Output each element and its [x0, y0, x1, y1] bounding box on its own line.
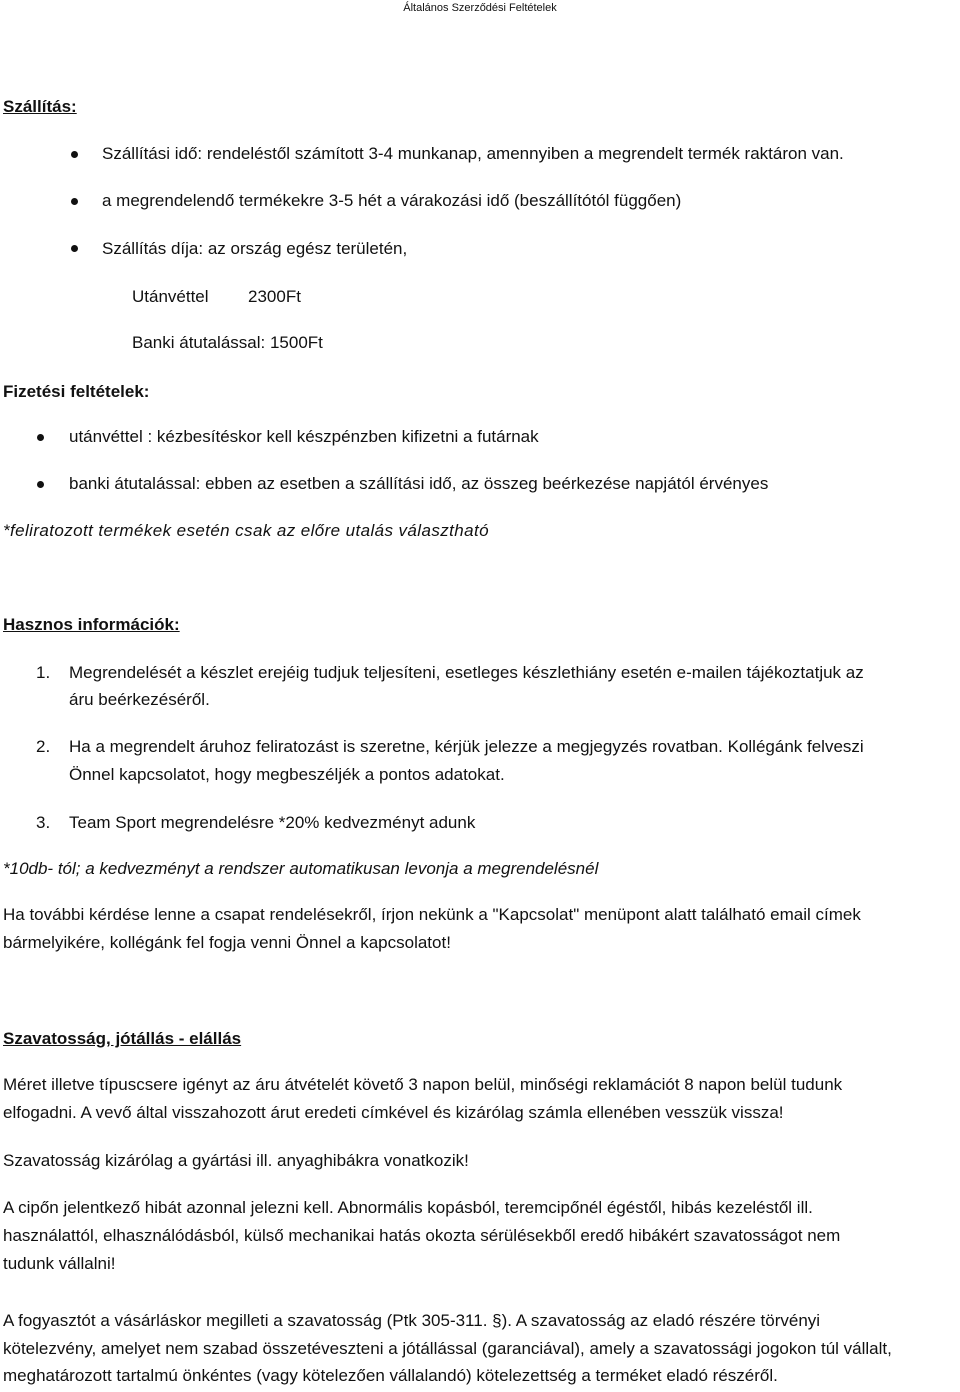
bullet-icon	[71, 198, 78, 205]
info-item-1-line2: áru beérkezéséről.	[69, 690, 210, 709]
warranty-p4-line2: kötelezvény, amelyet nem szabad összetéveszteni a jótállással (garanciával), amely a szavatossági jogokon túl vállalt,	[3, 1339, 892, 1358]
info-item-2-line1: Ha a megrendelt áruhoz feliratozást is szeretne, kérjük jelezze a megjegyzés rovatban. Kollégánk felveszi	[69, 737, 864, 756]
warranty-p3-line3: tudunk vállalni!	[3, 1254, 116, 1273]
warranty-p4-line1: A fogyasztót a vásárláskor megilleti a szavatosság (Ptk 305-311. §). A szavatosság az eladó részére törvényi	[3, 1311, 821, 1330]
warranty-p2: Szavatosság kizárólag a gyártási ill. anyaghibákra vonatkozik!	[3, 1151, 469, 1170]
cod-price: 2300Ft	[248, 287, 301, 306]
warranty-p4-line3: meghatározott tartalmú önkéntes (vagy kötelezően vállalandó) kötelezettség a terméket eladó részéről.	[3, 1366, 778, 1385]
shipping-bullet-3: Szállítás díja: az ország egész területén,	[102, 239, 408, 258]
contact-paragraph-line1: Ha további kérdése lenne a csapat rendelésekről, írjon nekünk a "Kapcsolat" menüpont alatt található email címek	[3, 905, 861, 924]
warranty-p3-line2: használattól, elhasználódásból, külső mechanikai hatás okozta sérülésekből eredő hibákért szavatosságot nem	[3, 1226, 841, 1245]
info-item-number: 1.	[36, 663, 51, 682]
info-item-number: 2.	[36, 737, 51, 756]
shipping-heading: Szállítás:	[3, 97, 77, 116]
bullet-icon	[37, 434, 44, 441]
page-title: Általános Szerződési Feltételek	[403, 2, 557, 14]
payment-heading: Fizetési feltételek:	[3, 382, 150, 401]
discount-note: *10db- tól; a kedvezményt a rendszer automatikusan levonja a megrendelésnél	[3, 859, 599, 878]
warranty-heading: Szavatosság, jótállás - elállás	[3, 1029, 242, 1048]
info-item-3-line1: Team Sport megrendelésre *20% kedvezményt adunk	[69, 813, 476, 832]
info-item-2-line2: Önnel kapcsolatot, hogy megbeszéljék a pontos adatokat.	[69, 765, 505, 784]
info-heading: Hasznos információk:	[3, 615, 180, 634]
payment-bullet-2: banki átutalással: ebben az esetben a szállítási idő, az összeg beérkezése napjától érvényes	[69, 474, 769, 493]
shipping-bullet-1: Szállítási idő: rendeléstől számított 3-4 munkanap, amennyiben a megrendelt termék raktáron van.	[102, 144, 844, 163]
cod-label: Utánvéttel	[132, 287, 209, 306]
payment-bullet-1: utánvéttel : kézbesítéskor kell készpénzben kifizetni a futárnak	[69, 427, 539, 446]
bullet-icon	[71, 245, 78, 252]
info-item-number: 3.	[36, 813, 51, 832]
contact-paragraph-line2: bármelyikére, kollégánk fel fogja venni Önnel a kapcsolatot!	[3, 933, 451, 952]
bullet-icon	[71, 151, 78, 158]
warranty-p1-line2: elfogadni. A vevő által visszahozott árut eredeti címkével és kizárólag számla ellenében vesszük vissza!	[3, 1103, 784, 1122]
info-item-1-line1: Megrendelését a készlet erejéig tudjuk teljesíteni, esetleges készlethiány esetén e-mailen tájékoztatjuk az	[69, 663, 864, 682]
warranty-p1-line1: Méret illetve típuscsere igényt az áru átvételét követő 3 napon belül, minőségi reklamációt 8 napon belül tudunk	[3, 1075, 843, 1094]
warranty-p3-line1: A cipőn jelentkező hibát azonnal jelezni kell. Abnormális kopásból, teremcipőnél égéstől, hibás kezeléstől ill.	[3, 1198, 813, 1217]
shipping-bullet-2: a megrendelendő termékekre 3-5 hét a várakozási idő (beszállítótól függően)	[102, 191, 682, 210]
transfer-price-line: Banki átutalással: 1500Ft	[132, 333, 323, 352]
bullet-icon	[37, 481, 44, 488]
payment-note: *feliratozott termékek esetén csak az előre utalás választható	[3, 521, 489, 540]
